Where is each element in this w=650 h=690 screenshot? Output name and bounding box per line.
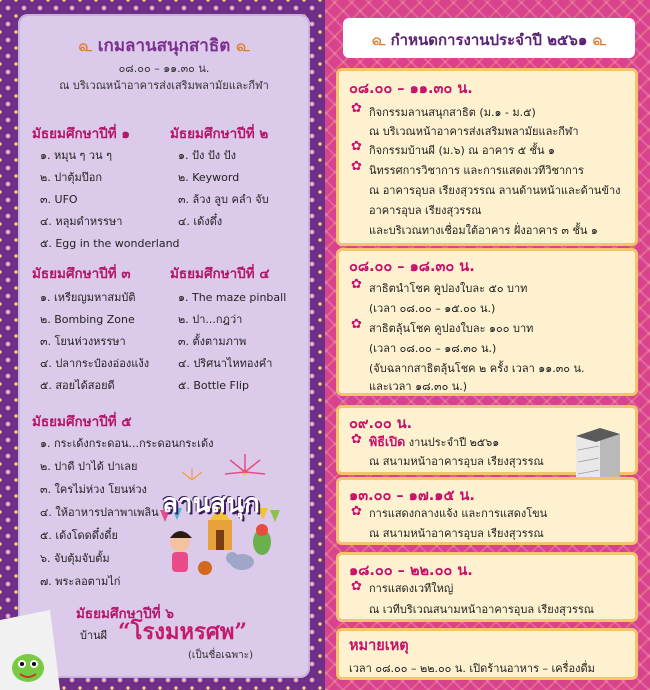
list-item: ๓. โยนห่วงหรรษา bbox=[40, 335, 126, 348]
schedule-title-text: กำหนดการงานประจำปี ๒๕๖๑ bbox=[390, 31, 588, 49]
session-line: อาคารอุบล เรียงสุวรรณ bbox=[369, 204, 482, 217]
haunted-house-name: “โรงมหรศพ” bbox=[118, 619, 247, 645]
schedule-title bbox=[343, 28, 635, 52]
group-heading-m4: มัธยมศึกษาปีที่ ๔ bbox=[170, 266, 270, 282]
session-time: ๑๓.๐๐ – ๑๗.๑๕ น. bbox=[349, 488, 475, 504]
schedule-title-box bbox=[343, 18, 635, 58]
session-line: ณ อาคารอุบล เรียงสุวรรณ ลานด้านหน้าและด้านข้าง bbox=[369, 184, 621, 197]
game-list-title bbox=[18, 32, 310, 59]
game-place: ณ บริเวณหน้าอาคารส่งเสริมพลามัยและกีฬา bbox=[59, 79, 269, 92]
session-line: กิจกรรมลานสนุกสาธิต (ม.๑ - ม.๕) bbox=[369, 106, 536, 119]
group-heading-m6: มัธยมศึกษาปีที่ ๖ bbox=[76, 606, 174, 622]
list-item: ๒. ปา...กฎว่า bbox=[178, 313, 243, 326]
girl-figure-icon bbox=[170, 531, 192, 572]
session-time: ๑๘.๐๐ – ๒๒.๐๐ น. bbox=[349, 563, 473, 579]
session-line: สาธิตลุ้นโชค คูปองใบละ ๑๐๐ บาท bbox=[369, 322, 534, 335]
session-time: ๐๘.๐๐ – ๑๑.๓๐ น. bbox=[349, 81, 473, 97]
list-item: ๒. Keyword bbox=[178, 171, 240, 184]
session-line: นิทรรศการวิชาการ และการแสดงเวทีวิชาการ bbox=[369, 164, 584, 177]
session-line: (เวลา ๐๘.๐๐ – ๑๕.๐๐ น.) bbox=[369, 302, 496, 315]
list-item: ๓. ล้วง ลูบ คลำ จับ bbox=[178, 193, 269, 206]
list-item: ๒. ปาตุ้มป๊อก bbox=[40, 171, 103, 184]
list-item: ๑. กระเด้งกระดอน...กระดอนกระเด้ง bbox=[40, 437, 214, 450]
session-time: ๐๘.๐๐ – ๑๘.๓๐ น. bbox=[349, 259, 475, 275]
ornament-left-icon: ௳ bbox=[78, 37, 92, 55]
schedule-card-4 bbox=[336, 477, 638, 545]
remark-title: หมายเหตุ bbox=[349, 638, 409, 654]
parrot-icon bbox=[253, 524, 271, 555]
flower-bullet-icon: ✿ bbox=[351, 317, 362, 332]
haunted-house-note: (เป็นชื่อเฉพาะ) bbox=[188, 650, 254, 661]
session-line: และเวลา ๑๘.๓๐ น.) bbox=[369, 380, 468, 393]
list-item: ๔. หลุมดำหรรษา bbox=[40, 215, 123, 228]
session-line: กิจกรรมบ้านผี (ม.๖) ณ อาคาร ๕ ชั้น ๑ bbox=[369, 144, 555, 157]
list-item: ๔. ให้อาหารปลาพาเพลิน bbox=[40, 506, 159, 519]
group-heading-m1: มัธยมศึกษาปีที่ ๑ bbox=[32, 126, 130, 142]
list-item: ๒. ปาดี ปาได้ ปาเลย bbox=[40, 460, 138, 473]
group-heading-m2: มัธยมศึกษาปีที่ ๒ bbox=[170, 126, 269, 142]
game-list-title-text: เกมลานสนุกสาธิต bbox=[97, 36, 231, 56]
session-line: ณ เวทีบริเวณสนามหน้าอาคารอุบล เรียงสุวรรณ bbox=[369, 603, 594, 616]
session-line: (เวลา ๐๘.๐๐ – ๑๘.๓๐ น.) bbox=[369, 342, 497, 355]
list-item: ๕. Bottle Flip bbox=[178, 379, 249, 392]
remark-text: เวลา ๐๘.๐๐ – ๒๒.๐๐ น. เปิดร้านอาหาร – เครื่องดื่ม bbox=[349, 662, 595, 675]
firework-icon bbox=[182, 454, 265, 480]
session-line: สาธิตนำโชค คูปองใบละ ๕๐ บาท bbox=[369, 282, 528, 295]
list-item: ๕. Egg in the wonderland bbox=[40, 237, 180, 250]
list-item: ๒. Bombing Zone bbox=[40, 313, 135, 326]
haunted-house-prefix: บ้านผี bbox=[80, 629, 108, 642]
game-time: ๐๘.๐๐ – ๑๑.๓๐ น. bbox=[118, 62, 210, 75]
list-item: ๔. ปริศนาไหทองคำ bbox=[178, 357, 273, 370]
list-item: ๔. ปลากระป๋องอ่องแง้ง bbox=[40, 357, 150, 370]
list-item: ๔. เด้งดึ๋ง bbox=[178, 215, 223, 228]
list-item: ๕. สอยได้สอยดี bbox=[40, 379, 115, 392]
group-heading-m3: มัธยมศึกษาปีที่ ๓ bbox=[32, 266, 131, 282]
session-line: และบริเวณทางเชื่อมใต้อาคาร ฝั่งอาคาร ๓ ชั้น ๑ bbox=[369, 224, 598, 237]
list-item: ๓. UFO bbox=[40, 193, 78, 206]
session-line bbox=[369, 432, 499, 452]
opening-ceremony-rest: งานประจำปี ๒๕๖๑ bbox=[405, 436, 500, 449]
list-item: ๖. จับตุ้มจับตั้ม bbox=[40, 552, 110, 565]
list-item: ๕. เด้งโดดดึ๋งดี๋ย bbox=[40, 529, 118, 542]
session-line: ณ บริเวณหน้าอาคารส่งเสริมพลามัยและกีฬา bbox=[369, 125, 579, 138]
elephant-icon bbox=[226, 552, 254, 570]
session-time: ๐๙.๐๐ น. bbox=[349, 416, 413, 432]
list-item: ๓. ตั้งตามภาพ bbox=[178, 335, 247, 348]
list-item: ๑. ปัง ปัง ปัง bbox=[178, 149, 237, 162]
flower-bullet-icon: ✿ bbox=[351, 139, 362, 154]
list-item: ๑. หมุน ๆ วน ๆ bbox=[40, 149, 112, 162]
flower-bullet-icon: ✿ bbox=[351, 277, 362, 292]
ornament-right-icon: ௳ bbox=[592, 31, 606, 49]
flower-bullet-icon: ✿ bbox=[351, 504, 362, 519]
ornament-right-icon: ௳ bbox=[236, 37, 250, 55]
session-line: การแสดงกลางแจ้ง และการแสดงโขน bbox=[369, 507, 548, 520]
flower-bullet-icon: ✿ bbox=[351, 579, 362, 594]
schedule-card-2 bbox=[336, 248, 638, 396]
lan-sanuk-logo: ลานสนุก bbox=[162, 489, 260, 519]
list-item: ๑. The maze pinball bbox=[178, 291, 287, 304]
remark-card bbox=[336, 628, 638, 680]
opening-ceremony-label: พิธีเปิด bbox=[369, 434, 406, 449]
ball-icon bbox=[198, 561, 212, 575]
schedule-card-5 bbox=[336, 552, 638, 622]
list-item: ๗. พระลอตามไก่ bbox=[40, 575, 121, 588]
session-line: ณ สนามหน้าอาคารอุบล เรียงสุวรรณ bbox=[369, 527, 544, 540]
flower-bullet-icon: ✿ bbox=[351, 432, 362, 447]
schedule-card-1 bbox=[336, 68, 638, 246]
group-heading-m5: มัธยมศึกษาปีที่ ๕ bbox=[32, 414, 132, 430]
session-line: การแสดงเวทีใหญ่ bbox=[369, 582, 454, 595]
ornament-left-icon: ௳ bbox=[372, 31, 386, 49]
flower-bullet-icon: ✿ bbox=[351, 101, 362, 116]
list-item: ๓. ใครไม่ห่วง โยนห่วง bbox=[40, 483, 147, 496]
monster-sticker-icon bbox=[0, 610, 60, 690]
session-line: ณ สนามหน้าอาคารอุบล เรียงสุวรรณ bbox=[369, 455, 544, 468]
list-item: ๑. เหรียญมหาสมบัติ bbox=[40, 291, 136, 304]
flower-bullet-icon: ✿ bbox=[351, 159, 362, 174]
session-line: (จับฉลากสาธิตลุ้นโชค ๒ ครั้ง เวลา ๑๑.๓๐ น. bbox=[369, 362, 585, 375]
